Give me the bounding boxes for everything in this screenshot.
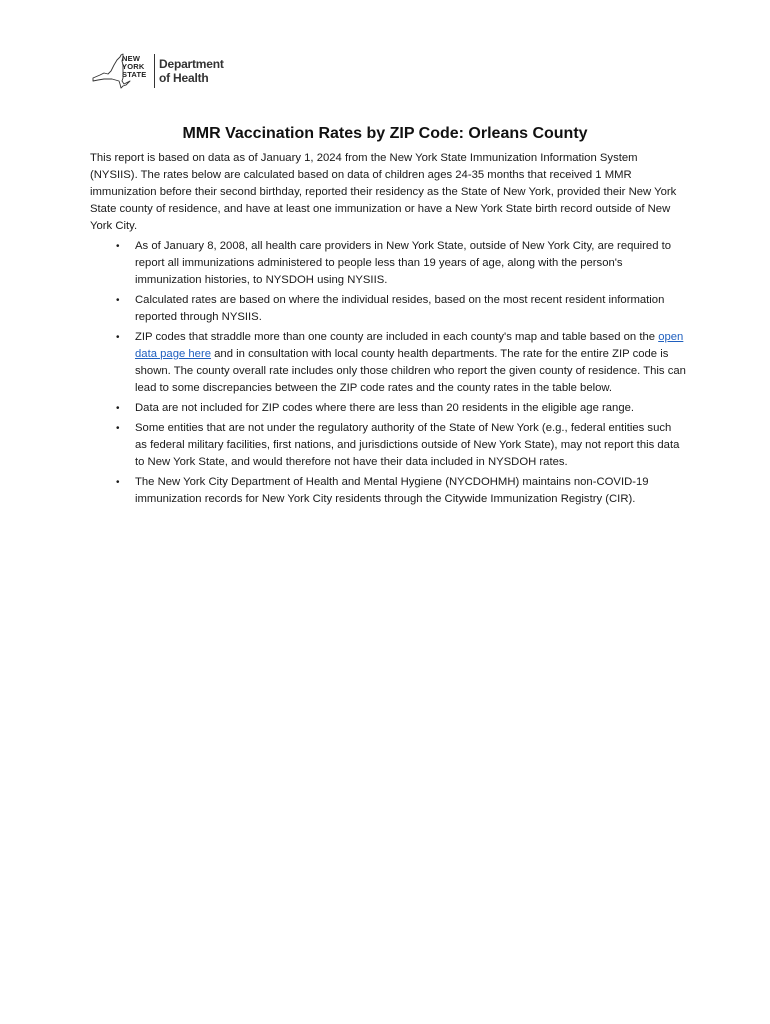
bullet-icon: • (116, 477, 120, 488)
page-title: MMR Vaccination Rates by ZIP Code: Orleans County (182, 125, 588, 142)
bullet-icon: • (116, 295, 120, 306)
list-item-text: As of January 8, 2008, all health care providers in New York State, outside of New York City, are required to report all immunizations administered to people less than 19 years of age, along with the person's immunization histories, to NYSDOH using NYSIIS. (135, 240, 672, 286)
list-item (90, 420, 686, 471)
logo-divider (154, 54, 155, 88)
bullet-icon: • (116, 423, 120, 434)
notes-list (90, 238, 686, 508)
list-item (90, 474, 686, 508)
list-item-text: Some entities that are not under the regulatory authority of the State of New York (e.g., federal entities such as federal military facilities, first nations, and jurisdictions outside of New York State), may not report this data to New York State, and would therefore not have their data included in NYSDOH rates. (135, 422, 680, 468)
logo-state-line1: NEW (122, 54, 141, 63)
report-body (90, 150, 686, 508)
list-item-text-before-link: ZIP codes that straddle more than one county are included in each county's map and table based on the (135, 331, 659, 343)
logo-dept-text (159, 57, 224, 85)
list-item-text-after-link: and in consultation with local county health departments. The rate for the entire ZIP code is shown. The county overall rate includes only those children who report the given county of residence. This can lead to some discrepancies between the ZIP code rates and the county rates in the table below. (135, 348, 686, 394)
ny-state-logo (90, 51, 152, 91)
list-item-text: The New York City Department of Health and Mental Hygiene (NYCDOHMH) maintains non-COVID-19 immunization records for New York City residents through the Citywide Immunization Registry (CIR). (135, 476, 649, 505)
list-item (90, 329, 686, 397)
list-item (90, 238, 686, 289)
bullet-icon: • (116, 241, 120, 252)
bullet-icon: • (116, 403, 120, 414)
list-item (90, 400, 686, 417)
list-item-text: Data are not included for ZIP codes where there are less than 20 residents in the eligible age range. (135, 402, 635, 414)
list-item (90, 292, 686, 326)
list-item-text: Calculated rates are based on where the individual resides, based on the most recent resident information reported through NYSIIS. (135, 294, 665, 323)
logo-state-text (122, 55, 146, 79)
logo-state-line3: STATE (122, 70, 147, 79)
logo-dept-line1: Department (159, 57, 224, 71)
nysdoh-logo (90, 50, 224, 92)
open-data-page-link[interactable]: open data page here (135, 331, 684, 360)
intro-paragraph: This report is based on data as of January 1, 2024 from the New York State Immunization Information System (NYSIIS). The rates below are calculated based on data of children ages 24-35 months that received 1 MMR immunization before their second birthday, reported their residency as the State of New York, provided their New York State county of residence, and have at least one immunization or have a New York State birth record outside of New York City. (90, 152, 677, 232)
bullet-icon: • (116, 332, 120, 343)
logo-state-line2: YORK (122, 62, 145, 71)
logo-dept-line2: of Health (159, 71, 209, 85)
